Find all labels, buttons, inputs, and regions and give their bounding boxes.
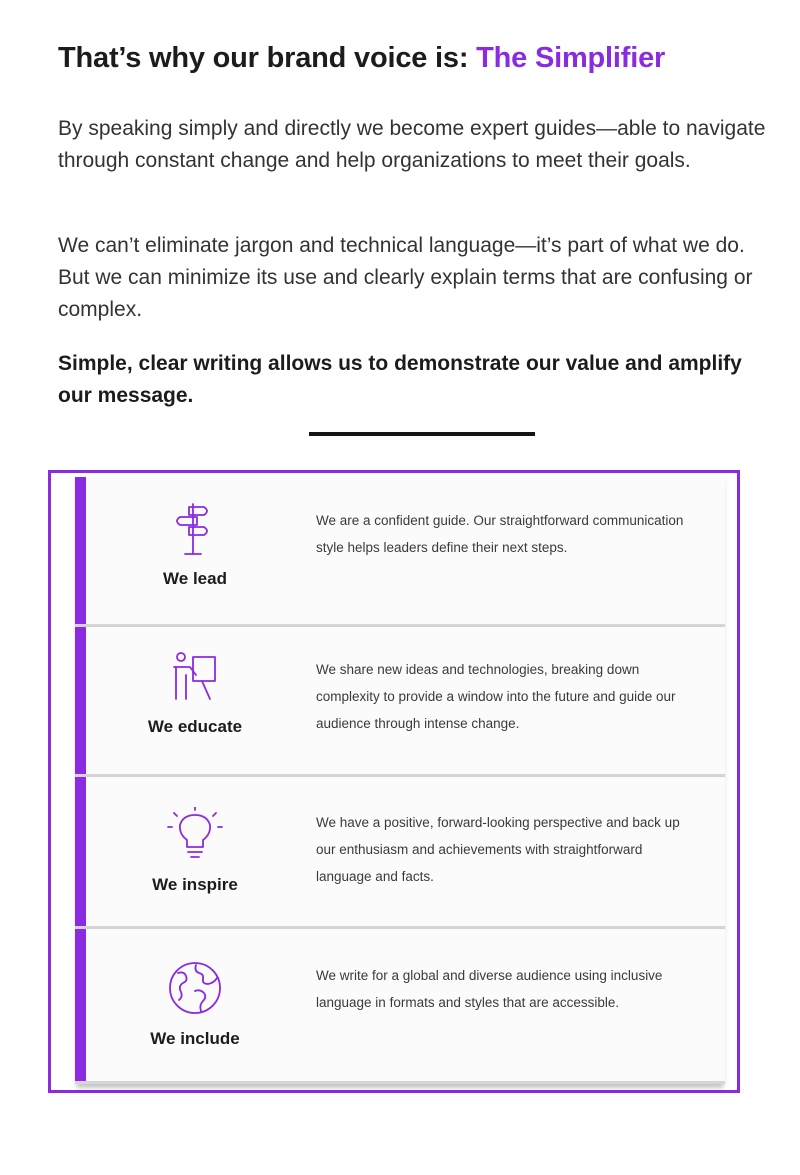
emphasis-statement: Simple, clear writing allows us to demonstrate our value and amplify our message.	[58, 352, 742, 407]
card-description: We have a positive, forward-looking perspective and back up our enthusiasm and achievements with straightforward language and facts.	[316, 815, 680, 884]
card-title: We educate	[147, 717, 243, 736]
card-title: We inspire	[152, 875, 238, 894]
voice-card-include	[75, 929, 725, 1084]
voice-card-lead	[75, 477, 725, 627]
card-accent-bar	[75, 627, 86, 774]
signpost-icon	[166, 499, 224, 557]
card-accent-bar	[75, 929, 86, 1081]
card-title: We include	[150, 1029, 240, 1048]
voice-card-educate	[75, 627, 725, 777]
card-accent-bar	[75, 777, 86, 926]
jargon-paragraph: We can’t eliminate jargon and technical language—it’s part of what we do. But we can minimize its use and clearly explain terms that are confusing or complex.	[58, 234, 753, 321]
page-title	[58, 42, 665, 75]
lightbulb-icon	[166, 807, 224, 865]
globe-icon	[166, 959, 224, 1017]
section-divider	[309, 432, 535, 436]
page-title-accent: The Simplifier	[476, 42, 666, 74]
teacher-board-icon	[166, 649, 224, 707]
page-title-prefix: That’s why our brand voice is:	[58, 42, 469, 74]
card-accent-bar	[75, 477, 86, 624]
card-description: We are a confident guide. Our straightforward communication style helps leaders define their next steps.	[316, 513, 684, 555]
card-title: We lead	[163, 569, 227, 588]
voice-card-inspire	[75, 777, 725, 929]
card-description: We write for a global and diverse audience using inclusive language in formats and styles that are accessible.	[316, 968, 663, 1010]
intro-paragraph: By speaking simply and directly we become expert guides—able to navigate through constant change and help organizations to meet their goals.	[58, 117, 766, 172]
card-description: We share new ideas and technologies, breaking down complexity to provide a window into the future and guide our audience through intense change.	[316, 662, 676, 731]
